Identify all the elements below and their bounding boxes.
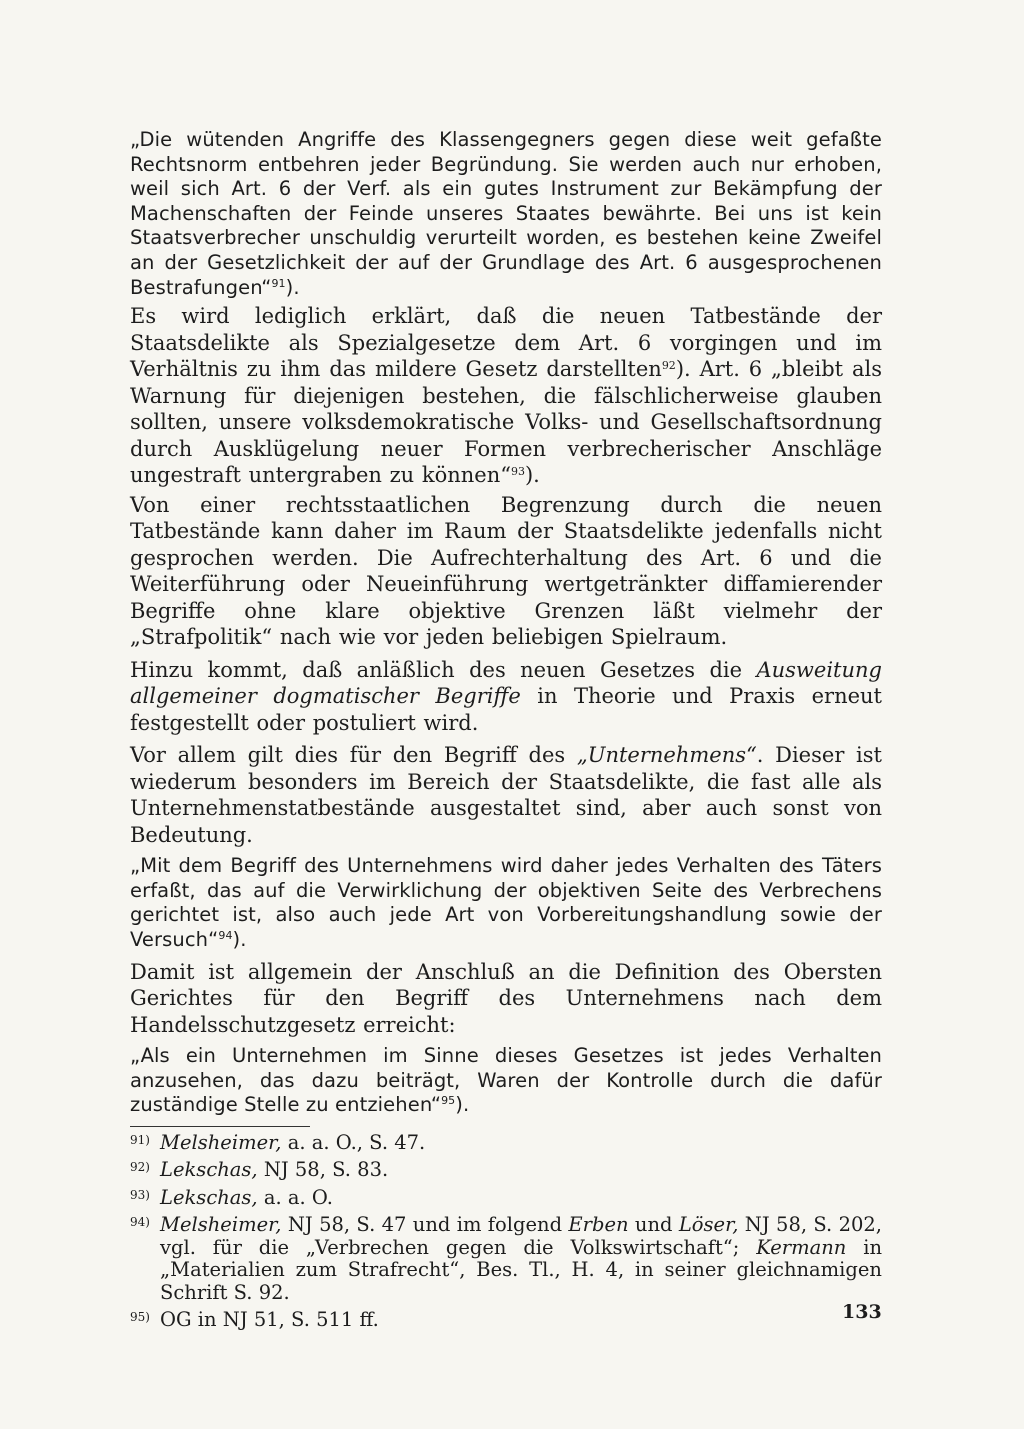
footnote-ref-94: 94 [218,928,233,942]
paragraph-2-end: ). [524,463,540,488]
footnote-93-author: Lekschas, [160,1185,258,1209]
paragraph-2 [130,303,882,489]
footnote-92-author: Lekschas, [160,1158,258,1182]
footnote-94-author-2: Erben [568,1213,629,1237]
footnote-93 [130,1187,882,1210]
footnote-94-text-3: NJ 58, S. 202, vgl. für die „Verbrechen gegen die Volkswirtschaft“; [160,1213,883,1259]
footnote-94-author-3: Löser, [678,1213,739,1237]
quote-1-text: „Die wütenden Angriffe des Klassengegners gegen diese weit gefaßte Rechtsnorm entbehren jeder Begründung. Sie werden auch nur erhoben, weil sich Art. 6 der Verf. als ein gutes Instrument zur Bekämpfung der Machenschaften der Feinde unseres Staates bewährte. Bei uns ist kein Staatsverbrecher unschuldig verurteilt worden, es bestehen keine Zweifel an der Gesetzlichkeit der auf der Grundlage des Art. 6 ausgesprochenen Bestrafungen“ [130,128,882,299]
footnote-92 [130,1159,882,1182]
footnote-94-author-4: Kermann [756,1235,847,1259]
quote-3-text: „Als ein Unternehmen im Sinne dieses Gesetzes ist jedes Verhalten anzusehen, das dazu beiträgt, Waren der Kontrolle durch die dafür zuständige Stelle zu entziehen“ [130,1044,882,1117]
footnote-ref-91: 91 [271,276,286,290]
footnote-separator [130,1126,310,1127]
paragraph-2-text-b: ). Art. 6 „bleibt als Warnung für diejenigen bestehen, die fälschlicherweise glauben sollten, unsere volksdemokratische Volks- und Gesellschaftsordnung durch Ausklügelung neuer Formen verbrecherischer Anschläge ungestraft untergraben zu können“ [130,357,882,488]
footnote-95 [130,1309,882,1332]
quote-2-end: ). [232,927,247,951]
footnote-94-mark: 94) [130,1215,150,1230]
footnote-94-text-2: und [628,1213,679,1237]
paragraph-5-text-a: Vor allem gilt dies für den Begriff des [130,743,577,768]
footnote-ref-93: 93 [510,465,525,479]
footnote-93-mark: 93) [130,1187,150,1202]
footnote-91-text: a. a. O., S. 47. [281,1130,426,1154]
page-body [130,128,882,1332]
footnote-ref-95: 95 [441,1094,456,1108]
paragraph-5-text-b: . Dieser ist wiederum besonders im Bereich der Staatsdelikte, die fast alle als Unternehmenstatbestände ausgestaltet sind, aber auch sonst von Bedeutung. [130,743,882,847]
footnote-95-text: OG in NJ 51, S. 511 ff. [160,1308,379,1332]
footnote-94-text-1: NJ 58, S. 47 und im folgend [281,1213,569,1237]
paragraph-4 [130,657,882,737]
footnote-94-author: Melsheimer, [160,1213,282,1237]
quote-1 [130,128,882,300]
footnote-ref-92: 92 [661,359,676,373]
footnote-91-mark: 91) [130,1132,150,1147]
quote-2-text: „Mit dem Begriff des Unternehmens wird daher jedes Verhalten des Täters erfaßt, das auf die Verwirklichung der objektiven Seite des Verbrechens gerichtet ist, also auch jede Art von Vorbereitungshandlung sowie der Versuch“ [130,854,882,951]
footnote-91 [130,1132,882,1155]
paragraph-4-text-b: in Theorie und Praxis erneut festgestellt oder postuliert wird. [130,684,882,735]
footnote-92-mark: 92) [130,1160,150,1175]
quote-1-end: ). [285,275,300,299]
page-number: 133 [842,1301,882,1323]
quote-2 [130,854,882,952]
footnote-95-mark: 95) [130,1310,150,1325]
footnote-92-text: NJ 58, S. 83. [257,1158,389,1182]
paragraph-4-text-a: Hinzu kommt, daß anläßlich des neuen Gesetzes die [130,657,757,682]
paragraph-3: Von einer rechtsstaatlichen Begrenzung durch die neuen Tatbestände kann daher im Raum der Staatsdelikte jedenfalls nicht gesprochen werden. Die Aufrechterhaltung des Art. 6 und die Weiterführung oder Neueinführung wertgetränkter diffamierender Begriffe ohne klare objektive Grenzen läßt vielmehr der „Strafpolitik“ nach wie vor jeden beliebigen Spielraum. [130,492,882,650]
paragraph-4-emphasis: Ausweitung allgemeiner dogmatischer Begriffe [130,657,882,709]
footnote-94 [130,1214,882,1304]
footnote-91-author: Melsheimer, [160,1130,282,1154]
footnote-94-text-4: in „Materialien zum Strafrecht“, Bes. Tl., H. 4, in seiner gleichnamigen Schrift S. 92. [160,1235,883,1304]
quote-3 [130,1044,882,1118]
paragraph-5-emphasis: „Unternehmens“ [576,743,757,768]
quote-3-end: ). [455,1093,470,1117]
footnote-93-text: a. a. O. [257,1185,333,1209]
paragraph-2-text-a: Es wird lediglich erklärt, daß die neuen Tatbestände der Staatsdelikte als Spezialgesetze dem Art. 6 vorgingen und im Verhältnis zu ihm das mildere Gesetz darstellten [130,304,882,382]
paragraph-6: Damit ist allgemein der Anschluß an die Definition des Obersten Gerichtes für den Begriff des Unternehmens nach dem Handelsschutzgesetz erreicht: [130,959,882,1037]
paragraph-5 [130,742,882,848]
